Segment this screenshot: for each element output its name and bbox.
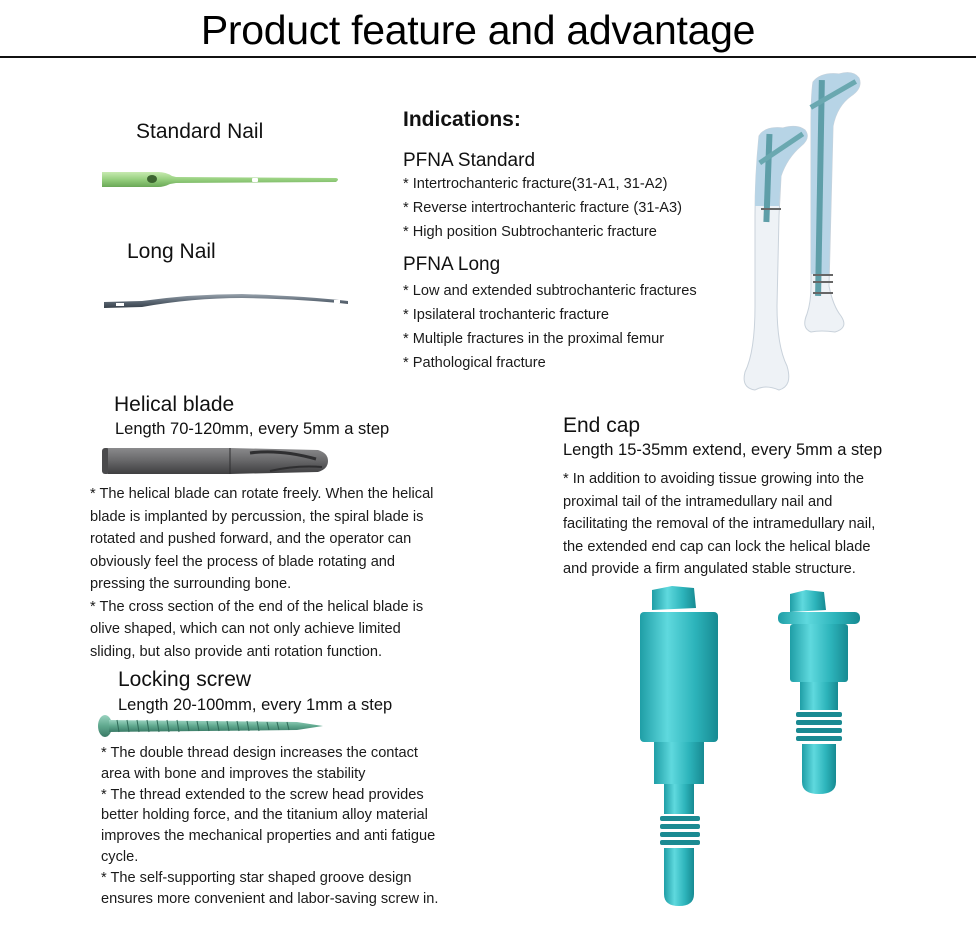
indication-item: * High position Subtrochanteric fracture: [403, 224, 657, 240]
indication-item: * Intertrochanteric fracture(31-A1, 31-A2): [403, 176, 668, 192]
end-cap-description: * In addition to avoiding tissue growing into the proximal tail of the intramedullary nail and facilitating the removal of the intramedullary nail, the extended end cap can lock the helical blade and provide a firm angulated stable structure.: [563, 471, 876, 577]
femur-illustration: [735, 66, 865, 396]
indications-heading: Indications:: [403, 108, 521, 131]
helical-blade-title: Helical blade: [114, 393, 235, 416]
standard-nail-label: Standard Nail: [136, 120, 264, 143]
end-cap-length: Length 15-35mm extend, every 5mm a step: [563, 441, 883, 459]
long-nail-image: [102, 288, 352, 312]
end-cap-title: End cap: [563, 414, 641, 437]
locking-screw-length: Length 20-100mm, every 1mm a step: [118, 696, 393, 714]
title-divider: [0, 56, 976, 58]
helical-blade-length: Length 70-120mm, every 5mm a step: [115, 420, 390, 438]
pfna-standard-list: [403, 172, 682, 244]
indication-item: * Ipsilateral trochanteric fracture: [403, 307, 610, 323]
helical-blade-description: * The helical blade can rotate freely. When the helical blade is implanted by percussion, the spiral blade is rotated and pushed forward, and the operator can obviously feel the process of blade rotating and pressing the surrounding bone. * The cross section of the end of the helical blade is olive shaped, which can not only achieve limited sliding, but also provide anti rotation function.: [90, 486, 434, 660]
helical-blade-image: [100, 445, 340, 477]
end-cap-image: [630, 584, 860, 914]
pfna-long-list: [403, 279, 697, 375]
locking-screw-description: * The double thread design increases the contact area with bone and improves the stability * The thread extended to the screw head provides better holding force, and the titanium alloy material improves the mechanical properties and anti fatigue cycle. * The self-supporting star shaped groove design ensures more convenient and labor-saving screw in.: [101, 745, 439, 907]
pfna-standard-title: PFNA Standard: [403, 150, 536, 171]
page-title: Product feature and advantage: [200, 7, 756, 53]
indication-item: * Reverse intertrochanteric fracture (31-A3): [403, 200, 683, 216]
pfna-long-title: PFNA Long: [403, 254, 501, 275]
standard-nail-image: [100, 168, 340, 190]
indication-item: * Multiple fractures in the proximal femur: [403, 331, 665, 347]
indication-item: * Pathological fracture: [403, 355, 546, 371]
indication-item: * Low and extended subtrochanteric fractures: [403, 283, 697, 299]
locking-screw-image: [97, 713, 327, 739]
long-nail-label: Long Nail: [127, 240, 216, 263]
locking-screw-title: Locking screw: [118, 668, 252, 691]
